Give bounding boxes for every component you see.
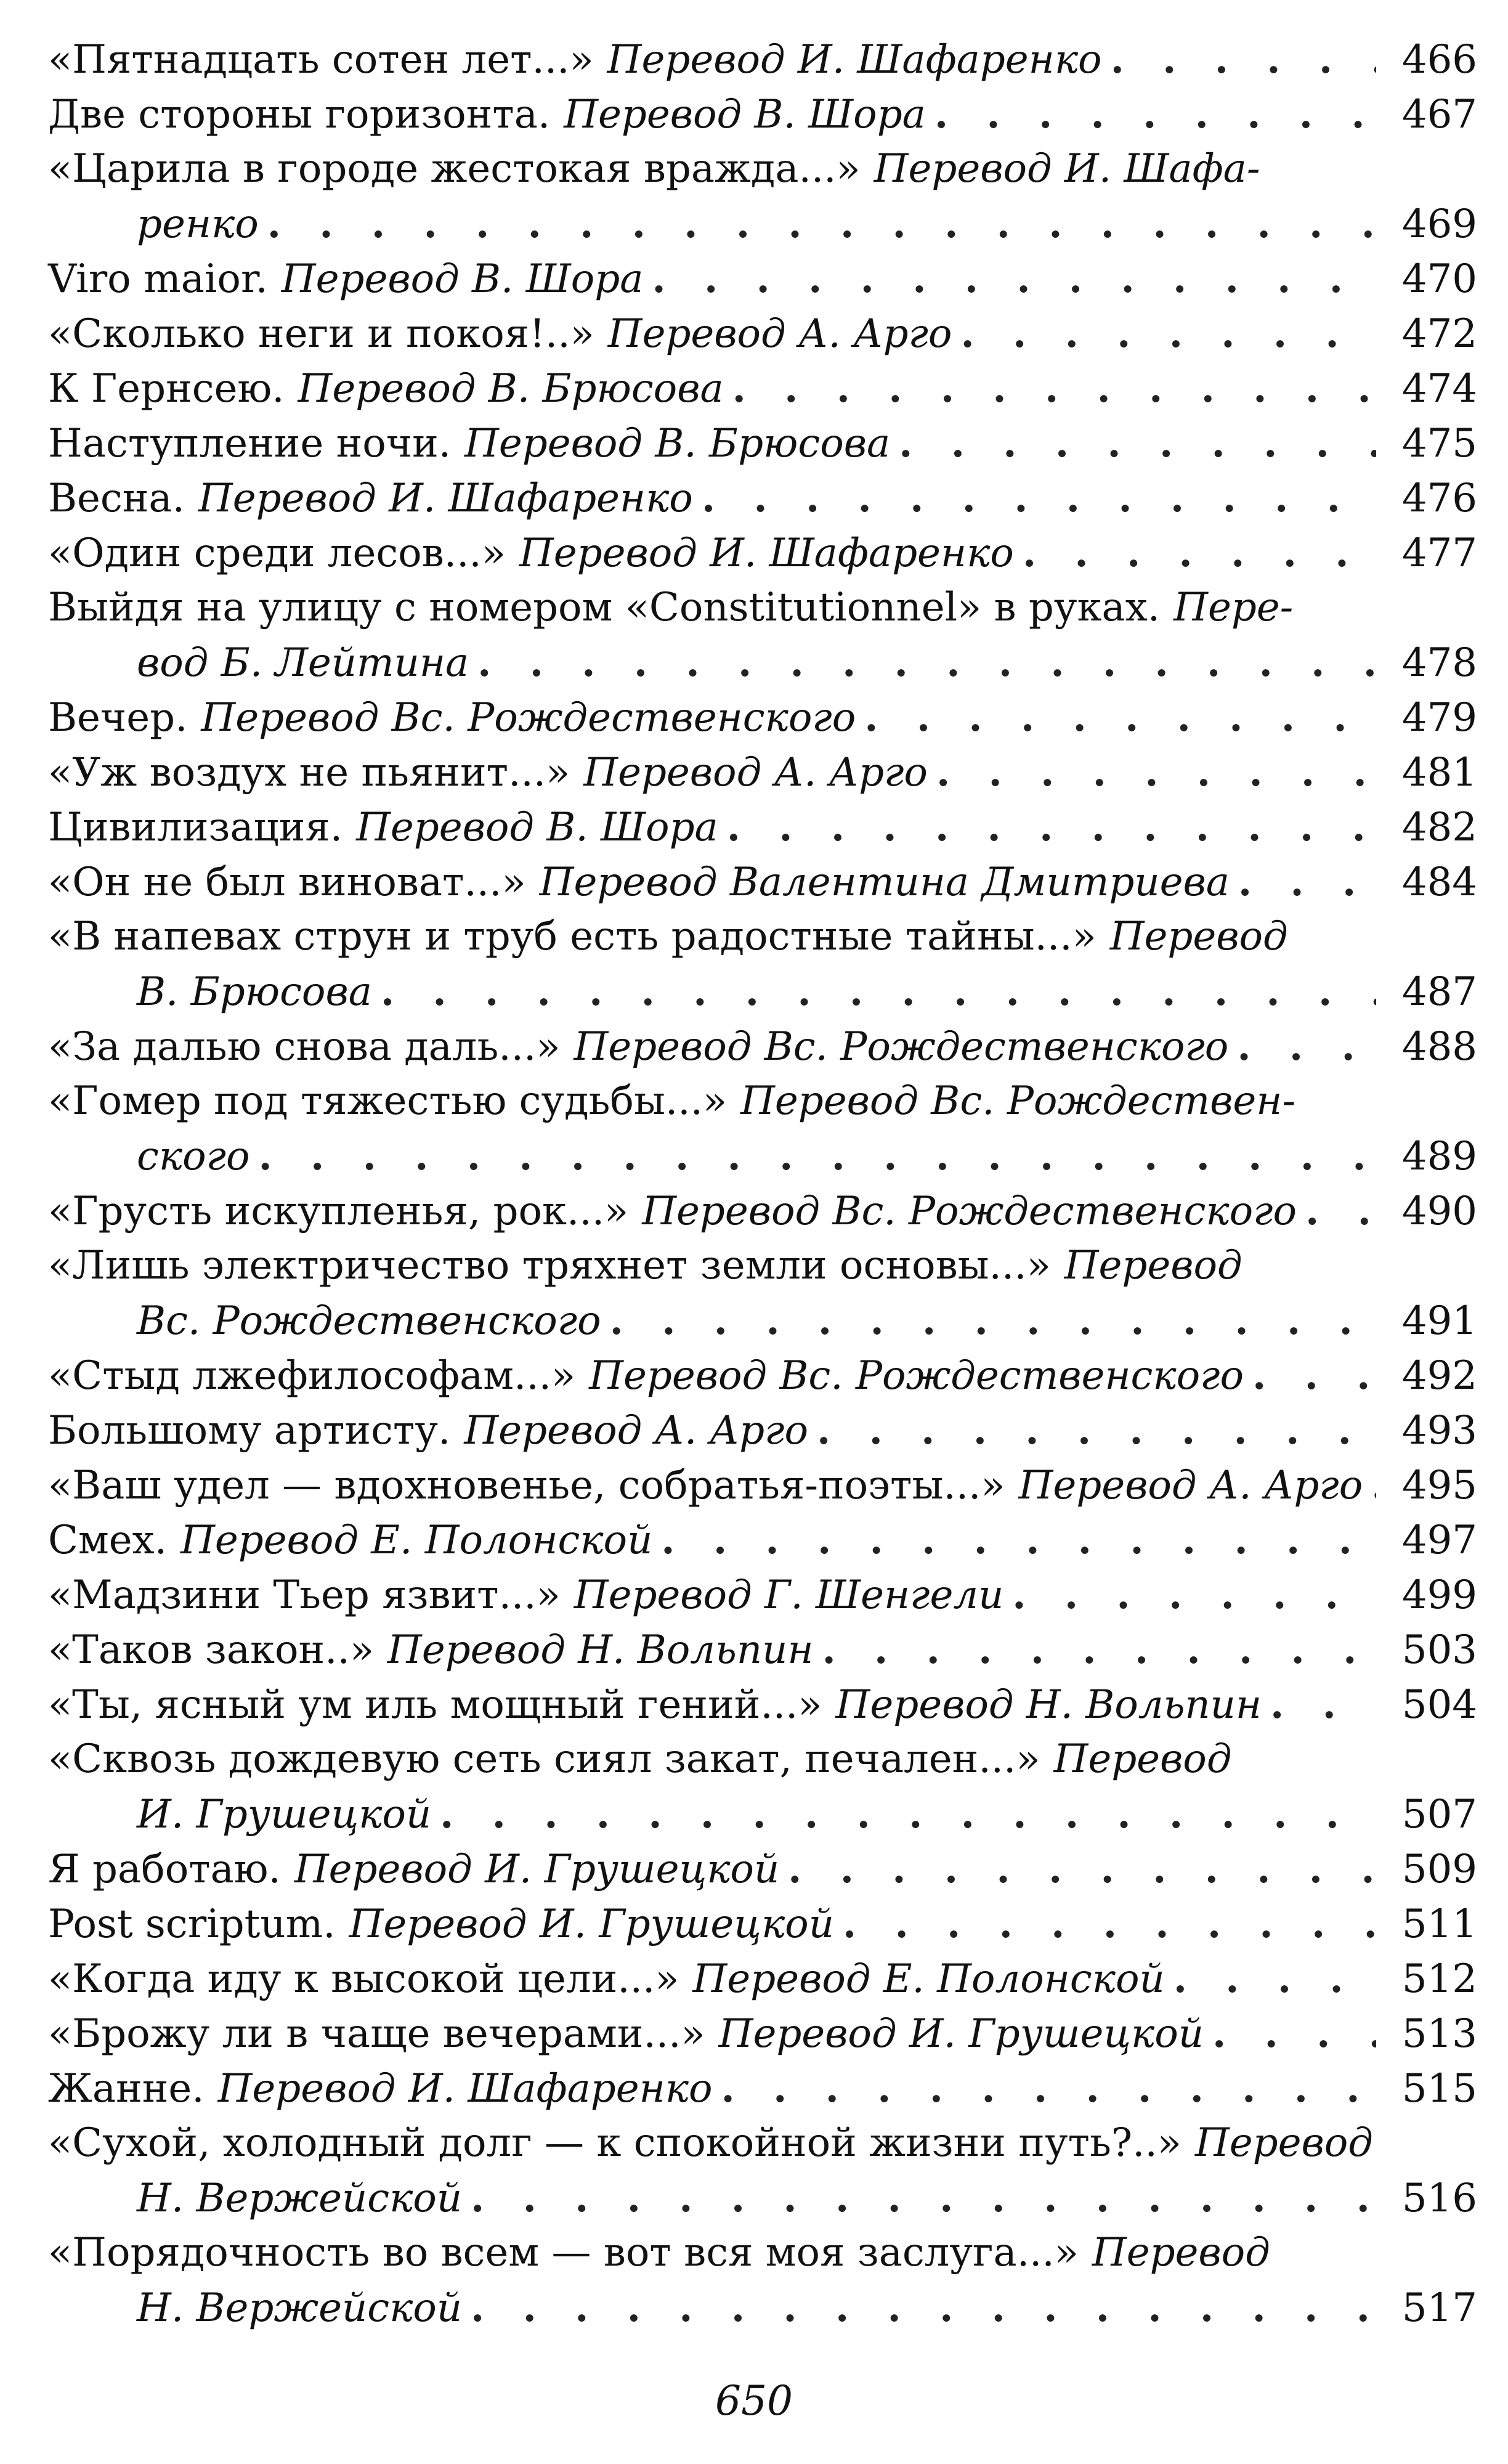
toc-entry-page: 489 <box>1401 1134 1477 1179</box>
dot-leader <box>1111 32 1376 87</box>
dot-leader <box>652 251 1376 306</box>
toc-entry-page: 488 <box>1401 1024 1477 1070</box>
toc-entry-title: «Сколько неги и покоя!..» <box>48 311 594 357</box>
dot-leader <box>440 1787 1376 1842</box>
toc-entry-continuation-line <box>48 1787 1477 1842</box>
toc-entry <box>48 416 1477 471</box>
toc-entry-title: «За далью снова даль...» <box>48 1024 561 1070</box>
toc-entry-page: 493 <box>1401 1408 1477 1454</box>
toc-entry-translator: Перевод Е. Полонской <box>180 1518 653 1563</box>
toc-entry-translator: Перевод Е. Полонской <box>692 1956 1165 2002</box>
toc-entry-translator: Перевод В. Брюсова <box>464 421 891 466</box>
toc-entry-page: 509 <box>1401 1847 1477 1892</box>
dot-leader <box>1270 1677 1376 1732</box>
toc-entry-translator-continuation: Вс. Рождественского <box>137 1298 601 1344</box>
toc-entry <box>48 1677 1477 1732</box>
toc-entry <box>48 800 1477 855</box>
toc-entry-translator: Перевод А. Арго <box>607 311 952 357</box>
toc-entry <box>48 251 1477 306</box>
toc-entry <box>48 580 1477 690</box>
toc-entry-line <box>48 251 1477 306</box>
toc-entry-page: 516 <box>1401 2176 1477 2221</box>
toc-entry-translator: Перевод И. Грушецкой <box>349 1901 834 1947</box>
toc-entry-translator: Перевод И. Грушецкой <box>718 2011 1204 2057</box>
toc-entry-page: 515 <box>1401 2066 1477 2112</box>
toc-entry-translator: Перевод <box>1092 2230 1270 2275</box>
toc-entry-translator: Перевод Вс. Рождественского <box>589 1353 1244 1399</box>
toc-entry-title: «Он не был виноват...» <box>48 860 526 905</box>
toc-entry <box>48 1074 1477 1184</box>
toc-entry-translator: Перевод Вс. Рождествен- <box>740 1078 1296 1124</box>
toc-entry <box>48 1348 1477 1403</box>
toc-entry-title: «Уж воздух не пьянит...» <box>48 750 570 795</box>
dot-leader <box>258 1129 1376 1184</box>
toc-entry <box>48 1513 1477 1567</box>
toc-entry-translator: Пере- <box>1174 585 1294 630</box>
toc-entry-title: Наступление ночи. <box>48 421 452 466</box>
toc-entry-translator: Перевод А. Арго <box>583 750 928 795</box>
toc-entry-line <box>48 526 1477 580</box>
dot-leader <box>477 635 1376 690</box>
toc-entry-line <box>48 1513 1477 1567</box>
toc-entry <box>48 2006 1477 2061</box>
toc-entry-title: Вечер. <box>48 695 188 741</box>
toc-entry-translator: Перевод В. Шора <box>356 805 718 850</box>
toc-entry-translator: Перевод Вс. Рождественского <box>201 695 856 741</box>
toc-entry-translator: Перевод Г. Шенгели <box>574 1572 1004 1618</box>
toc-entry-continuation-line <box>48 197 1477 251</box>
toc-entry-title: «Стыд лжефилософам...» <box>48 1353 576 1399</box>
toc-entry-title: «Один среди лесов...» <box>48 531 506 576</box>
toc-entry-line <box>48 1897 1477 1951</box>
toc-entry <box>48 1842 1477 1897</box>
dot-leader <box>899 416 1376 471</box>
toc-entry-line <box>48 1842 1477 1897</box>
toc-entry <box>48 855 1477 909</box>
toc-entry-line <box>48 745 1477 800</box>
toc-entry-page: 513 <box>1401 2011 1477 2057</box>
toc-entry-page: 490 <box>1401 1189 1477 1234</box>
toc-entry-title: «Гомер под тяжестью судьбы...» <box>48 1078 728 1124</box>
toc-entry-line <box>48 1074 1477 1129</box>
page-number: 650 <box>715 2377 793 2425</box>
dot-leader <box>1237 1019 1376 1074</box>
dot-leader <box>610 1293 1376 1348</box>
toc-entry-translator: Перевод <box>1194 2120 1373 2166</box>
toc-entry <box>48 471 1477 526</box>
toc-entry-translator: Перевод В. Брюсова <box>298 366 724 412</box>
dot-leader <box>1305 1184 1376 1238</box>
toc-entry-page: 481 <box>1401 750 1477 795</box>
dot-leader <box>471 2280 1376 2335</box>
toc-entry-page: 474 <box>1401 366 1477 412</box>
dot-leader <box>1238 855 1376 909</box>
toc-entry-page: 504 <box>1401 1682 1477 1728</box>
dot-leader <box>788 1842 1376 1897</box>
toc-entry <box>48 909 1477 1019</box>
toc-entry-page: 497 <box>1401 1518 1477 1563</box>
dot-leader <box>661 1513 1376 1567</box>
toc-entry-line <box>48 1348 1477 1403</box>
toc-entry-line <box>48 2061 1477 2116</box>
dot-leader <box>936 745 1376 800</box>
toc-entry-page: 499 <box>1401 1572 1477 1618</box>
toc-entry-title: «Сквозь дождевую сеть сиял закат, печален...» <box>48 1736 1040 1782</box>
toc-entry <box>48 745 1477 800</box>
toc-entry-title: «Сухой, холодный долг — к спокойной жизни путь?..» <box>48 2120 1182 2166</box>
dot-leader <box>732 361 1376 416</box>
toc-entry-translator: Перевод И. Шафа- <box>874 146 1260 192</box>
toc-entry-continuation-line <box>48 1293 1477 1348</box>
toc-entry-page: 487 <box>1401 969 1477 1015</box>
dot-leader <box>1212 2006 1376 2061</box>
toc-entry-page: 472 <box>1401 311 1477 357</box>
toc-entry <box>48 1897 1477 1951</box>
toc-entry-page: 517 <box>1401 2285 1477 2331</box>
toc-entry <box>48 526 1477 580</box>
toc-entry <box>48 1458 1477 1513</box>
toc-entry-page: 476 <box>1401 476 1477 521</box>
toc-entry-page: 479 <box>1401 695 1477 741</box>
toc-entry-page: 478 <box>1401 640 1477 686</box>
toc-entry-translator: Перевод И. Шафаренко <box>217 2066 713 2112</box>
toc-entry-title: «Грусть искупленья, рок...» <box>48 1189 629 1234</box>
toc-entry-title: «Мадзини Тьер язвит...» <box>48 1572 561 1618</box>
toc-entry-title: «Ваш удел — вдохновенье, собратья-поэты...» <box>48 1463 1005 1508</box>
dot-leader <box>1012 1567 1376 1622</box>
dot-leader <box>843 1897 1376 1951</box>
toc-entry <box>48 2061 1477 2116</box>
toc-entry-line <box>48 2006 1477 2061</box>
toc-entry-line <box>48 1567 1477 1622</box>
toc-entry <box>48 32 1477 87</box>
toc-entry-page: 467 <box>1401 92 1477 137</box>
toc-entry-line <box>48 1403 1477 1458</box>
toc-entry <box>48 306 1477 361</box>
toc-entry-continuation-line <box>48 2280 1477 2335</box>
toc-entry-title: «Таков закон..» <box>48 1627 374 1673</box>
dot-leader <box>721 2061 1377 2116</box>
toc-entry-page: 477 <box>1401 531 1477 576</box>
toc-entry-translator: Перевод И. Шафаренко <box>198 476 693 521</box>
toc-entry <box>48 1951 1477 2006</box>
toc-entry-line <box>48 855 1477 909</box>
toc-entry-line <box>48 690 1477 745</box>
toc-entry-translator: Перевод И. Грушецкой <box>294 1847 780 1892</box>
toc-entry-translator: Перевод Вс. Рождественского <box>574 1024 1229 1070</box>
toc-entry-translator: Перевод А. Арго <box>464 1408 808 1454</box>
dot-leader <box>471 2171 1376 2226</box>
toc-entry-page: 507 <box>1401 1792 1477 1837</box>
toc-entry <box>48 2226 1477 2335</box>
toc-entry-translator-continuation: ренко <box>137 201 259 247</box>
dot-leader <box>702 471 1376 526</box>
toc-entry-title: К Гернсею. <box>48 366 285 412</box>
toc-entry-line <box>48 142 1477 197</box>
dot-leader <box>1252 1348 1376 1403</box>
toc-entry-line <box>48 32 1477 87</box>
toc-entry-title: «Пятнадцать сотен лет...» <box>48 37 594 83</box>
toc-entry-line <box>48 1622 1477 1677</box>
toc-entry-title: «Царила в городе жестокая вражда...» <box>48 146 861 192</box>
toc-entry-line <box>48 1238 1477 1293</box>
toc-entry-translator-continuation: И. Грушецкой <box>137 1792 432 1837</box>
toc-entry-translator-continuation: вод Б. Лейтина <box>137 640 469 686</box>
toc-entry-line <box>48 800 1477 855</box>
toc-entry-translator: Перевод И. Шафаренко <box>607 37 1102 83</box>
toc-entry-page: 466 <box>1401 37 1477 83</box>
dot-leader <box>267 197 1376 251</box>
toc-entry <box>48 1622 1477 1677</box>
dot-leader <box>381 964 1376 1019</box>
dot-leader <box>817 1403 1376 1458</box>
toc-entry-title: Post scriptum. <box>48 1901 336 1947</box>
toc-entry-translator: Перевод <box>1053 1736 1232 1782</box>
toc-entry-page: 469 <box>1401 201 1477 247</box>
toc-entry <box>48 690 1477 745</box>
toc-entry-line <box>48 1458 1477 1513</box>
toc-entry <box>48 361 1477 416</box>
toc-entry <box>48 1019 1477 1074</box>
dot-leader <box>1174 1951 1376 2006</box>
toc-entry <box>48 142 1477 251</box>
toc-entry-line <box>48 1732 1477 1787</box>
toc-entry-line <box>48 1184 1477 1238</box>
dot-leader <box>727 800 1376 855</box>
toc-entry-title: «Порядочность во всем — вот вся моя заслуга...» <box>48 2230 1079 2275</box>
toc-entry <box>48 1184 1477 1238</box>
toc-entry-translator: Перевод <box>1109 914 1288 959</box>
toc-entry <box>48 1403 1477 1458</box>
toc-entry-translator-continuation: В. Брюсова <box>137 969 372 1015</box>
toc-entry-continuation-line <box>48 635 1477 690</box>
toc-entry-translator: Перевод В. Шора <box>281 256 644 302</box>
toc-entry-title: «Когда иду к высокой цели...» <box>48 1956 679 2002</box>
toc-entry-title: Смех. <box>48 1518 168 1563</box>
toc-entry-title: Жанне. <box>48 2066 205 2112</box>
toc-entry-translator: Перевод Валентина Дмитриева <box>539 860 1230 905</box>
toc-entry-page: 495 <box>1401 1463 1477 1508</box>
toc-entry-continuation-line <box>48 2171 1477 2226</box>
dot-leader <box>864 690 1376 745</box>
toc-entry-continuation-line <box>48 1129 1477 1184</box>
toc-entry-title: Viro maior. <box>48 256 268 302</box>
toc-entry-line <box>48 361 1477 416</box>
toc-entry-line <box>48 306 1477 361</box>
toc-entry-translator-continuation: ского <box>137 1134 250 1179</box>
toc-entry-line <box>48 471 1477 526</box>
toc-entry-title: «В напевах струн и труб есть радостные тайны...» <box>48 914 1097 959</box>
toc-entry-line <box>48 1951 1477 2006</box>
toc-entry-line <box>48 909 1477 964</box>
toc-entry-translator: Перевод А. Арго <box>1018 1463 1363 1508</box>
toc-entry-line <box>48 580 1477 635</box>
toc-entry-title: Я работаю. <box>48 1847 281 1892</box>
toc-entry-line <box>48 416 1477 471</box>
toc-entry-translator-continuation: Н. Вержейской <box>137 2176 463 2221</box>
toc-entry <box>48 1567 1477 1622</box>
toc-entry <box>48 2116 1477 2226</box>
toc-entry-page: 512 <box>1401 1956 1477 2002</box>
toc-entry-page: 491 <box>1401 1298 1477 1344</box>
table-of-contents <box>48 32 1477 2335</box>
toc-entry-title: Большому артисту. <box>48 1408 451 1454</box>
toc-entry-title: Выйдя на улицу с номером «Constitutionnel» в руках. <box>48 585 1161 630</box>
toc-entry <box>48 1732 1477 1842</box>
toc-entry-line <box>48 1019 1477 1074</box>
toc-entry-translator: Перевод Вс. Рождественского <box>642 1189 1297 1234</box>
toc-entry-title: «Ты, ясный ум иль мощный гений...» <box>48 1682 822 1728</box>
toc-entry-translator: Перевод <box>1064 1243 1242 1288</box>
dot-leader <box>822 1622 1376 1677</box>
toc-entry-line <box>48 1677 1477 1732</box>
toc-entry-page: 482 <box>1401 805 1477 850</box>
toc-entry-page: 475 <box>1401 421 1477 466</box>
toc-entry-translator: Перевод И. Шафаренко <box>519 531 1014 576</box>
toc-entry-continuation-line <box>48 964 1477 1019</box>
toc-entry-line <box>48 2226 1477 2280</box>
dot-leader <box>1023 526 1376 580</box>
toc-entry-title: Две стороны горизонта. <box>48 92 551 137</box>
toc-entry-page: 511 <box>1401 1901 1477 1947</box>
toc-entry-page: 470 <box>1401 256 1477 302</box>
toc-entry-translator: Перевод В. Шора <box>564 92 926 137</box>
toc-entry-page: 484 <box>1401 860 1477 905</box>
toc-entry-line <box>48 87 1477 142</box>
toc-entry-title: Цивилизация. <box>48 805 343 850</box>
toc-entry-title: «Лишь электричество тряхнет земли основы...» <box>48 1243 1051 1288</box>
toc-entry-translator: Перевод Н. Вольпин <box>835 1682 1262 1728</box>
toc-entry <box>48 87 1477 142</box>
dot-leader <box>934 87 1376 142</box>
toc-entry-translator-continuation: Н. Вержейской <box>137 2285 463 2331</box>
toc-entry-title: Весна. <box>48 476 185 521</box>
toc-entry-page: 503 <box>1401 1627 1477 1673</box>
dot-leader <box>960 306 1376 361</box>
toc-entry-page: 492 <box>1401 1353 1477 1399</box>
dot-leader <box>1371 1458 1376 1513</box>
toc-entry-title: «Брожу ли в чаще вечерами...» <box>48 2011 705 2057</box>
toc-entry-line <box>48 2116 1477 2171</box>
toc-entry <box>48 1238 1477 1348</box>
toc-entry-translator: Перевод Н. Вольпин <box>387 1627 814 1673</box>
